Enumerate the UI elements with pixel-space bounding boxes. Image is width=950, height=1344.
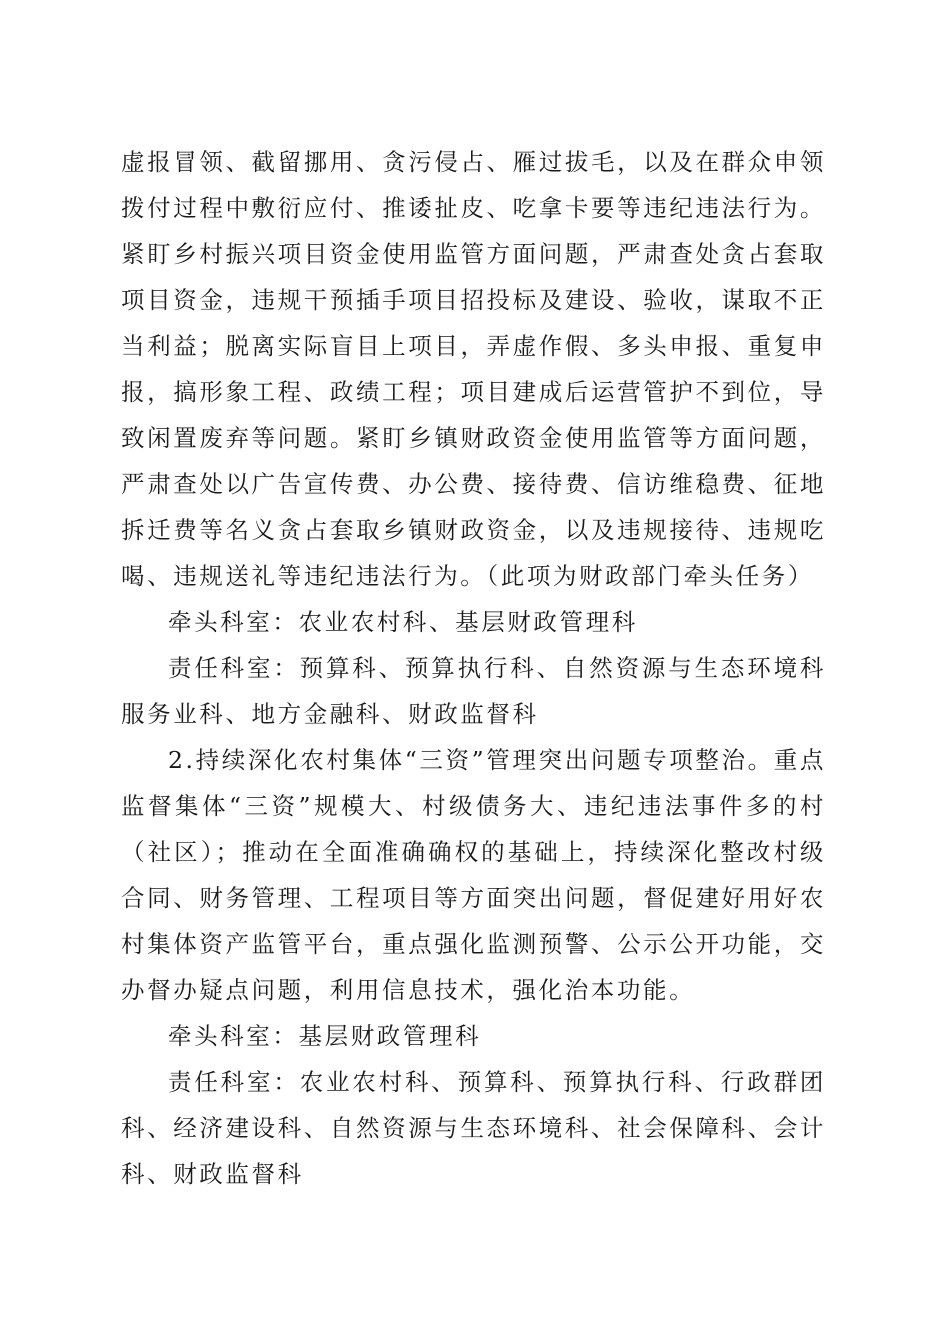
paragraph-responsible-office-1: 责任科室：预算科、预算执行科、自然资源与生态环境科服务业科、地方金融科、财政监督科 [121, 654, 826, 728]
paragraph-item-2: 2.持续深化农村集体“三资”管理突出问题专项整治。重点监督集体“三资”规模大、村级债务大、违纪违法事件多的村（社区）；推动在全面准确确权的基础上，持续深化整改村级合同、财务管理、工程项目等方面突出问题，督促建好用好农村集体资产监管平台，重点强化监测预警、公示公开功能，交办督办疑点问题，利用信息技术，强化治本功能。 [121, 746, 826, 1004]
paragraph-responsible-office-2: 责任科室：农业农村科、预算科、预算执行科、行政群团科、经济建设科、自然资源与生态环境科、社会保障科、会计科、财政监督科 [121, 1068, 826, 1188]
document-body [121, 139, 826, 1197]
paragraph-violations: 虚报冒领、截留挪用、贪污侵占、雁过拔毛，以及在群众申领拨付过程中敷衍应付、推诿扯皮、吃拿卡要等违纪违法行为。紧盯乡村振兴项目资金使用监管方面问题，严肃查处贪占套取项目资金，违规干预插手项目招投标及建设、验收，谋取不正当利益；脱离实际盲目上项目，弄虚作假、多头申报、重复申报，搞形象工程、政绩工程；项目建成后运营管护不到位，导致闲置废弃等问题。紧盯乡镇财政资金使用监管等方面问题，严肃查处以广告宣传费、办公费、接待费、信访维稳费、征地拆迁费等名义贪占套取乡镇财政资金，以及违规接待、违规吃喝、违规送礼等违纪违法行为。（此项为财政部门牵头任务） [121, 148, 826, 590]
paragraph-lead-office-2: 牵头科室：基层财政管理科 [168, 1022, 482, 1050]
paragraph-lead-office-1: 牵头科室：农业农村科、基层财政管理科 [168, 608, 638, 636]
